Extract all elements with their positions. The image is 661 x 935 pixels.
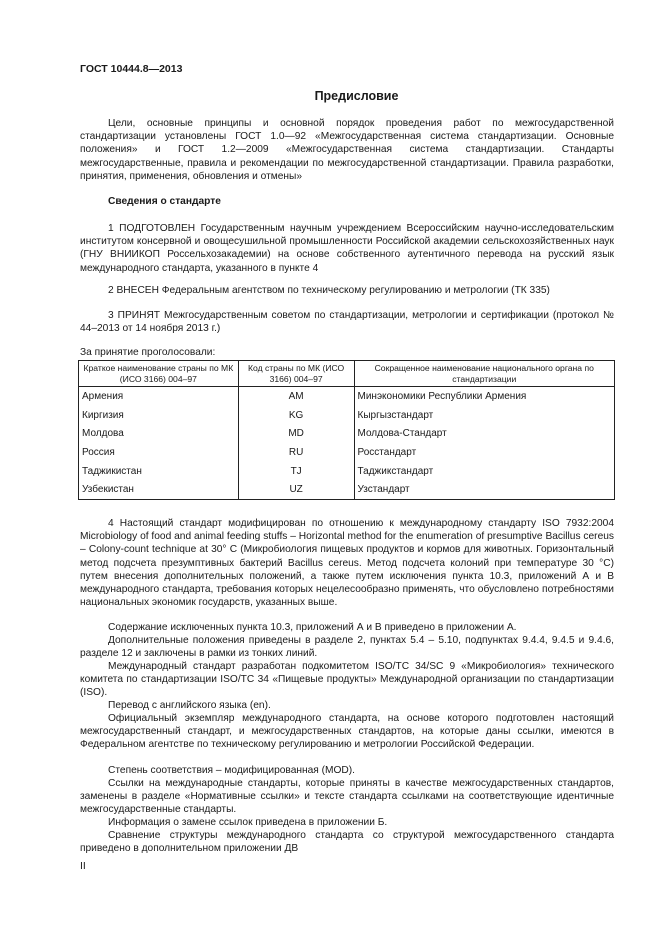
replacement-info-line: Информация о замене ссылок приведена в приложении Б. bbox=[108, 817, 388, 828]
body-cell: Росстандарт bbox=[354, 443, 615, 462]
item-3-paragraph: 3 ПРИНЯТ Межгосударственным советом по стандартизации, метрологии и сертификации (протокол № 44–2013 от 14 ноября 2013 г.) bbox=[80, 310, 614, 335]
body-cell: Молдова-Стандарт bbox=[354, 424, 615, 443]
item-4-paragraph: 4 Настоящий стандарт модифицирован по отношению к международному стандарту ISO 7932:2004 Microbiology of food and animal feeding stuffs – Horizontal method for the enumeration of presumptive Bacillus cereus – Colony-count technique at 30° С (Микробиология пищевых продуктов и кормов для животных. Горизонтальный метод подсчета презумптивных бактерий Bacillus cereus. Метод подсчета колоний при температуре 30 °С) путем внесения дополнительных положений, а также путем исключения пункта 10.3, приложений А и В международного стандарта, требования которых нецелесообразно применять, что обусловлено потребностями национальных экономик государств, указанных выше. bbox=[80, 518, 614, 609]
table-row bbox=[79, 406, 615, 425]
table-row bbox=[79, 424, 615, 443]
translation-line: Перевод с английского языка (en). bbox=[108, 700, 271, 711]
references-paragraph: Ссылки на международные стандарты, которые приняты в качестве межгосударственных стандартов, заменены в разделе «Нормативные ссылки» и тексте стандарта ссылками на соответствующие идентичные межгосударственные стандарты. bbox=[80, 778, 614, 816]
country-cell: Киргизия bbox=[79, 406, 239, 425]
code-cell: KG bbox=[238, 406, 354, 425]
developer-paragraph: Международный стандарт разработан подкомитетом ISO/TC 34/SC 9 «Микробиология» технического комитета по стандартизации ISO/TC 34 «Пищевые продукты» Международной организации по стандартизации (ISO). bbox=[80, 661, 614, 699]
vote-label: За принятие проголосовали: bbox=[80, 347, 216, 358]
table-header-row bbox=[79, 361, 615, 387]
additional-provisions-paragraph: Дополнительные положения приведены в разделе 2, пунктах 5.4 – 5.10, подпунктах 9.4.4, 9.4.5 и 9.4.6, разделе 12 и заключены в рамки из тонких линий. bbox=[80, 635, 614, 660]
official-copy-paragraph: Официальный экземпляр международного стандарта, на основе которого подготовлен настоящий межгосударственный стандарт, и межгосударственных стандартов, на которые даны ссылки, имеются в Федеральном агентстве по техническому регулированию и метрологии Российской Федерации. bbox=[80, 713, 614, 751]
conformity-degree-line: Степень соответствия – модифицированная (MOD). bbox=[108, 765, 356, 776]
code-cell: RU bbox=[238, 443, 354, 462]
code-cell: AM bbox=[238, 387, 354, 406]
page-title: Предисловие bbox=[314, 89, 399, 103]
page-number: II bbox=[80, 860, 86, 872]
table-header-country: Краткое наименование страны по МК (ИСО 3166) 004–97 bbox=[79, 361, 239, 387]
body-cell: Минэкономики Республики Армения bbox=[354, 387, 615, 406]
code-cell: MD bbox=[238, 424, 354, 443]
table-row bbox=[79, 480, 615, 499]
country-cell: Молдова bbox=[79, 424, 239, 443]
body-cell: Узстандарт bbox=[354, 480, 615, 499]
table-header-code: Код страны по МК (ИСО 3166) 004–97 bbox=[238, 361, 354, 387]
code-cell: TJ bbox=[238, 462, 354, 481]
country-cell: Таджикистан bbox=[79, 462, 239, 481]
structure-comparison-paragraph: Сравнение структуры международного стандарта со структурой межгосударственного стандарта приведено в дополнительном приложении ДВ bbox=[80, 830, 614, 855]
table-row bbox=[79, 387, 615, 406]
item-1-paragraph: 1 ПОДГОТОВЛЕН Государственным научным учреждением Всероссийским научно-исследовательским институтом консервной и овощесушильной промышленности Российской академии сельскохозяйственных наук (ГНУ ВНИИКОП Россельхозакадемии) на основе собственного аутентичного перевода на русский язык международного стандарта, указанного в пункте 4 bbox=[80, 223, 614, 274]
standard-code: ГОСТ 10444.8—2013 bbox=[80, 63, 183, 75]
body-cell: Кыргызстандарт bbox=[354, 406, 615, 425]
excluded-content-line: Содержание исключенных пункта 10.3, приложений А и В приведено в приложении А. bbox=[108, 622, 517, 633]
code-cell: UZ bbox=[238, 480, 354, 499]
item-2-paragraph: 2 ВНЕСЕН Федеральным агентством по техническому регулированию и метрологии (ТК 335) bbox=[108, 285, 550, 296]
table-row bbox=[79, 462, 615, 481]
table-header-body: Сокращенное наименование национального органа по стандартизации bbox=[354, 361, 615, 387]
countries-table bbox=[78, 360, 615, 500]
section-heading: Сведения о стандарте bbox=[108, 196, 221, 207]
country-cell: Узбекистан bbox=[79, 480, 239, 499]
body-cell: Таджикстандарт bbox=[354, 462, 615, 481]
intro-paragraph: Цели, основные принципы и основной порядок проведения работ по межгосударственной стандартизации установлены ГОСТ 1.0—92 «Межгосударственная система стандартизации. Основные положения» и ГОСТ 1.2—2009 «Межгосударственная система стандартизации. Стандарты межгосударственные, правила и рекомендации по межгосударственной стандартизации. Правила разработки, принятия, применения, обновления и отмены» bbox=[80, 118, 614, 182]
table-row bbox=[79, 443, 615, 462]
country-cell: Армения bbox=[79, 387, 239, 406]
country-cell: Россия bbox=[79, 443, 239, 462]
